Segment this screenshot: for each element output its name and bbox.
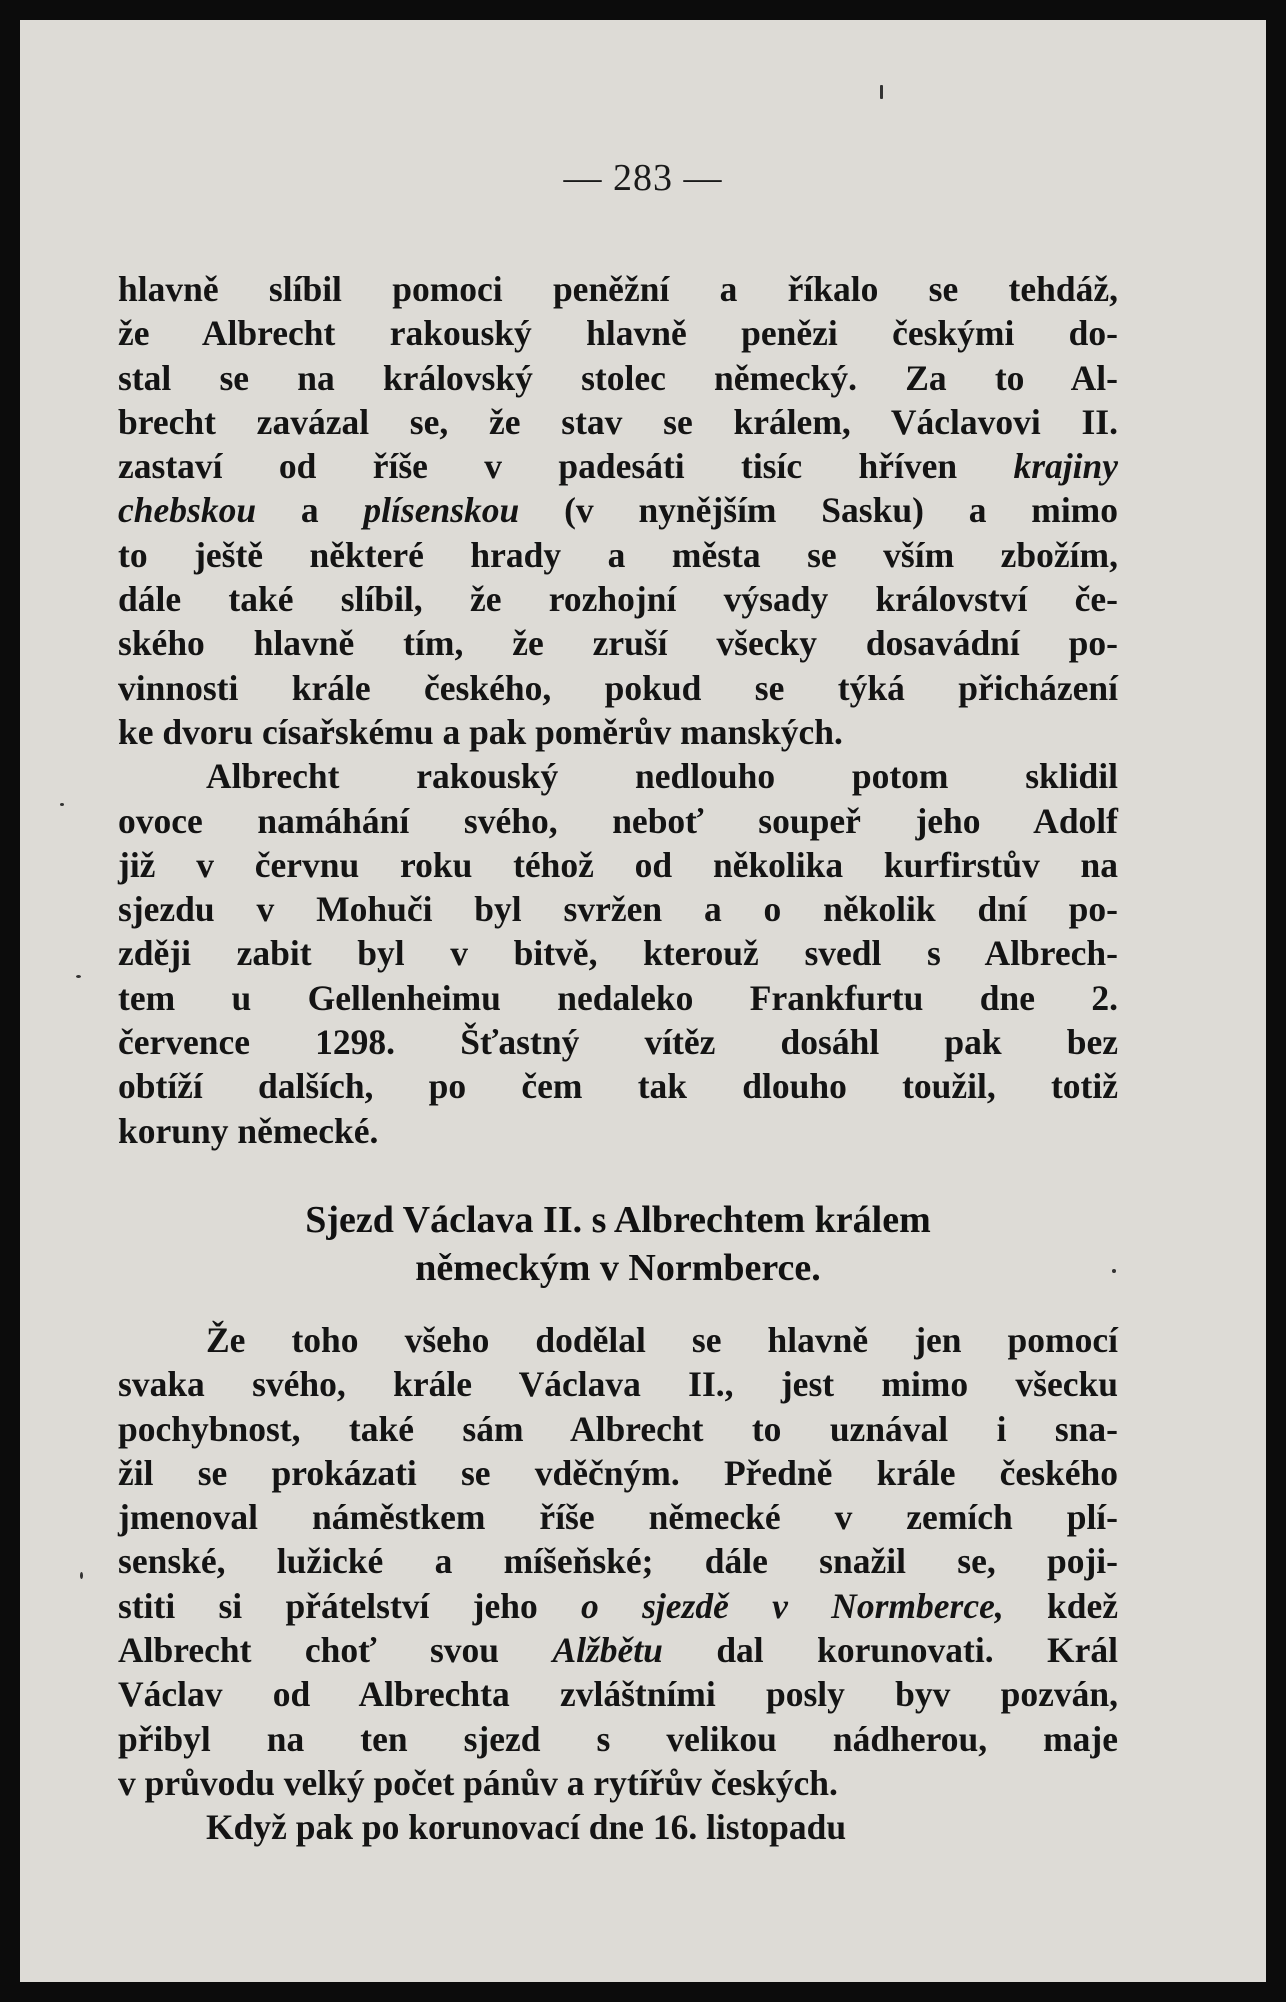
text-line bbox=[118, 754, 1118, 798]
text-run: ovoce namáhání svého, neboť soupeř jeho Adolf bbox=[118, 800, 1118, 841]
book-page bbox=[20, 20, 1266, 1982]
paragraph-1 bbox=[118, 267, 1118, 1153]
text-line bbox=[118, 1628, 1118, 1672]
text-line bbox=[118, 1717, 1118, 1761]
text-line bbox=[118, 887, 1118, 931]
text-run: kdež bbox=[1003, 1585, 1118, 1626]
italic-text: plísenskou bbox=[363, 490, 520, 531]
dust-speck bbox=[60, 803, 64, 806]
text-line bbox=[118, 1584, 1118, 1628]
italic-text: chebskou bbox=[118, 490, 257, 531]
text-line bbox=[118, 710, 1118, 754]
text-run: to ještě některé hrady a města se vším zbožím, bbox=[118, 534, 1118, 575]
section-heading bbox=[118, 1196, 1118, 1292]
dust-speck bbox=[1112, 1269, 1116, 1273]
italic-text: Alžbětu bbox=[552, 1630, 663, 1671]
text-line bbox=[118, 666, 1118, 710]
text-run: již v červnu roku téhož od několika kurfirstův na bbox=[118, 844, 1118, 885]
text-line bbox=[118, 621, 1118, 665]
italic-text: krajiny bbox=[1013, 446, 1118, 487]
text-run: přibyl na ten sjezd s velikou nádherou, maje bbox=[118, 1718, 1118, 1759]
text-run: Když pak po korunovací dne 16. listopadu bbox=[206, 1807, 847, 1848]
text-line bbox=[118, 1672, 1118, 1716]
text-run: tem u Gellenheimu nedaleko Frankfurtu dne 2. bbox=[118, 977, 1118, 1018]
text-line bbox=[118, 1451, 1118, 1495]
text-run: (v nynějším Sasku) a mimo bbox=[519, 490, 1119, 531]
text-run: stal se na královský stolec německý. Za to Al- bbox=[118, 357, 1118, 398]
page-number: — 283 — bbox=[563, 157, 723, 199]
heading-line-1: Sjezd Václava II. s Albrechtem králem bbox=[305, 1199, 931, 1241]
dust-speck bbox=[76, 975, 81, 978]
text-run: jmenoval náměstkem říše německé v zemích plí- bbox=[118, 1497, 1118, 1538]
text-run: žil se prokázati se vděčným. Předně krále českého bbox=[118, 1452, 1118, 1493]
text-line bbox=[118, 533, 1118, 577]
text-line bbox=[118, 311, 1118, 355]
text-line bbox=[118, 1761, 1118, 1805]
text-run: Albrecht choť svou bbox=[118, 1630, 553, 1671]
text-line bbox=[118, 976, 1118, 1020]
text-line bbox=[118, 356, 1118, 400]
text-run: obtíží dalších, po čem tak dlouho toužil, totiž bbox=[118, 1066, 1118, 1107]
text-run: Že toho všeho dodělal se hlavně jen pomocí bbox=[206, 1320, 1118, 1360]
text-run: dále také slíbil, že rozhojní výsady království če- bbox=[118, 579, 1118, 620]
text-run: dal korunovati. Král bbox=[662, 1630, 1118, 1671]
text-run: hlavně slíbil pomoci peněžní a říkalo se tehdáž, bbox=[118, 269, 1118, 309]
text-line bbox=[118, 843, 1118, 887]
text-run: senské, lužické a míšeňské; dále snažil se, poji- bbox=[118, 1541, 1118, 1582]
text-run: zději zabit byl v bitvě, kterouž svedl s Albrech- bbox=[118, 933, 1118, 974]
text-run: ke dvoru císařskému a pak poměrův manských. bbox=[118, 711, 843, 752]
text-line bbox=[118, 400, 1118, 444]
text-line bbox=[118, 1318, 1118, 1362]
text-line bbox=[118, 1407, 1118, 1451]
dust-speck bbox=[80, 1572, 83, 1579]
text-run: a bbox=[256, 490, 364, 531]
text-line bbox=[118, 267, 1118, 311]
text-line bbox=[118, 1805, 1118, 1849]
text-run: stiti si přátelství jeho bbox=[118, 1585, 582, 1626]
text-run: Albrecht rakouský nedlouho potom sklidil bbox=[206, 756, 1118, 797]
text-run: Václav od Albrechta zvláštními posly byv pozván, bbox=[118, 1674, 1118, 1715]
text-line bbox=[118, 1495, 1118, 1539]
text-run: brecht zavázal se, že stav se králem, Václavovi II. bbox=[118, 401, 1118, 442]
text-run: sjezdu v Mohuči byl svržen a o několik dní po- bbox=[118, 889, 1118, 930]
heading-line-2: německým v Normberce. bbox=[415, 1247, 821, 1289]
text-run: pochybnost, také sám Albrecht to uznával i sna- bbox=[118, 1408, 1118, 1449]
text-line bbox=[118, 488, 1118, 532]
text-run: vinnosti krále českého, pokud se týká přicházení bbox=[118, 667, 1118, 708]
text-run: že Albrecht rakouský hlavně penězi českými do- bbox=[118, 313, 1118, 354]
text-run: svaka svého, krále Václava II., jest mimo všecku bbox=[118, 1364, 1118, 1405]
text-line bbox=[118, 1064, 1118, 1108]
text-run: v průvodu velký počet pánův a rytířův českých. bbox=[118, 1762, 838, 1803]
text-run: koruny německé. bbox=[118, 1110, 379, 1151]
text-line bbox=[118, 577, 1118, 621]
text-run: července 1298. Šťastný vítěz dosáhl pak bez bbox=[118, 1022, 1118, 1063]
text-run: ského hlavně tím, že zruší všecky dosavádní po- bbox=[118, 623, 1118, 664]
dust-speck bbox=[880, 85, 883, 99]
text-line bbox=[118, 1362, 1118, 1406]
italic-text: o sjezdě v Normberce, bbox=[581, 1585, 1004, 1626]
text-line bbox=[118, 1109, 1118, 1153]
text-line bbox=[118, 931, 1118, 975]
text-line bbox=[118, 1539, 1118, 1583]
text-run: zastaví od říše v padesáti tisíc hříven bbox=[118, 446, 1014, 487]
text-line bbox=[118, 799, 1118, 843]
text-line bbox=[118, 444, 1118, 488]
paragraph-2 bbox=[118, 1318, 1118, 1850]
text-line bbox=[118, 1020, 1118, 1064]
